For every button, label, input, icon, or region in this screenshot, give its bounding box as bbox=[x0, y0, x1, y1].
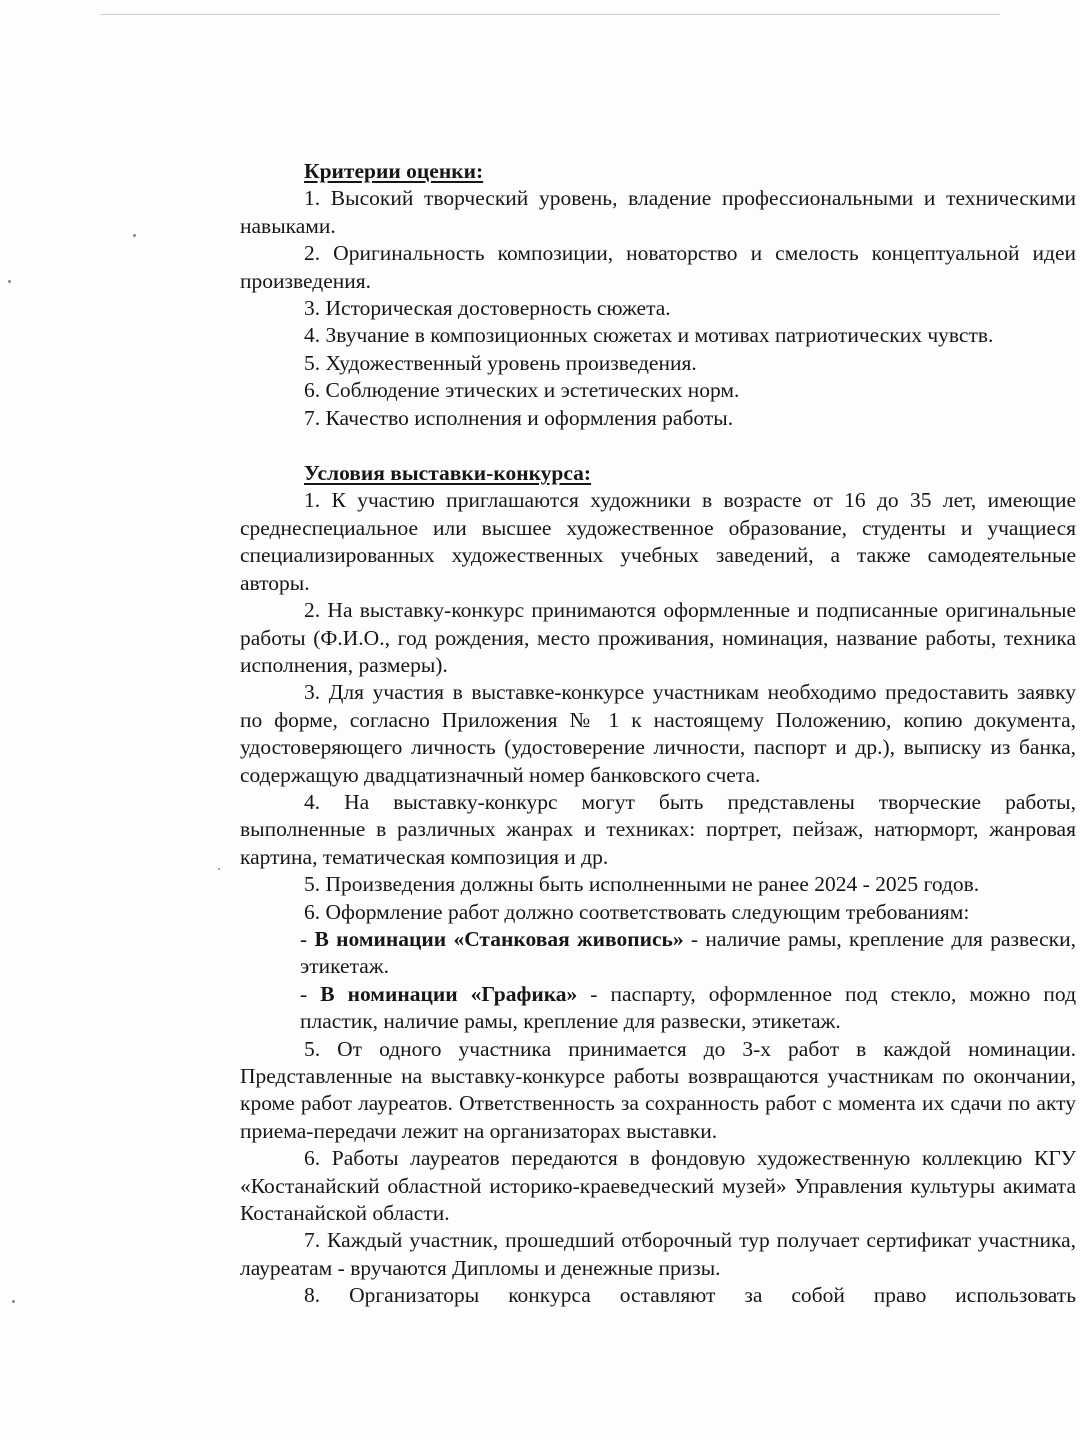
nomination-painting-title: В номинации «Станковая живопись» bbox=[314, 926, 684, 951]
criteria-item-3: 3. Историческая достоверность сюжета. bbox=[304, 296, 671, 321]
conditions-item-8: 6. Работы лауреатов передаются в фондовую художественную коллекцию КГУ «Костанайский областной историко-краеведческий музей» Управления культуры акимата Костанайской области. bbox=[240, 1146, 1076, 1226]
scan-speck bbox=[8, 280, 11, 283]
nomination-graphics-title: В номинации «Графика» bbox=[320, 981, 578, 1006]
conditions-item-4: 4. На выставку-конкурс могут быть представлены творческие работы, выполненные в различных жанрах и техниках: портрет, пейзаж, натюрморт, жанровая картина, тематическая композиция и др. bbox=[240, 789, 1076, 869]
criteria-item-6: 6. Соблюдение этических и эстетических норм. bbox=[304, 378, 740, 403]
nomination-dash: - bbox=[300, 926, 315, 951]
criteria-item-2: 2. Оригинальность композиции, новаторство и смелость концептуальной идеи произведения. bbox=[240, 241, 1076, 293]
nomination-graphics-text: - паспарту, оформленное под стекло, можно под пластик, наличие рамы, крепление для развески, этикетаж. bbox=[300, 981, 1077, 1034]
conditions-item-2: 2. На выставку-конкурс принимаются оформленные и подписанные оригинальные работы (Ф.И.О., год рождения, место проживания, номинация, название работы, техника исполнения, размеры). bbox=[240, 598, 1076, 677]
scan-speck bbox=[218, 868, 220, 870]
scan-edge-line bbox=[100, 14, 1000, 15]
scan-speck bbox=[12, 1300, 15, 1303]
conditions-item-1: 1. К участию приглашаются художники в возрасте от 16 до 35 лет, имеющие среднеспециальное или высшее художественное образование, студенты и учащиеся специализированных художественных учебных заведений, а также самодеятельные авторы. bbox=[240, 488, 1076, 595]
nomination-painting bbox=[300, 926, 1076, 981]
conditions-item-6: 6. Оформление работ должно соответствовать следующим требованиям: bbox=[304, 899, 970, 924]
criteria-item-5: 5. Художественный уровень произведения. bbox=[304, 350, 697, 375]
scan-speck bbox=[133, 234, 136, 237]
criteria-item-7: 7. Качество исполнения и оформления работы. bbox=[304, 405, 734, 430]
conditions-item-7: 5. От одного участника принимается до 3-х работ в каждой номинации. Представленные на выставку-конкурсе работы возвращаются участникам по окончании, кроме работ лауреатов. Ответственность за сохранность работ с момента их сдачи по акту приема-передачи лежит на организаторах выставки. bbox=[240, 1036, 1076, 1143]
nomination-dash: - bbox=[300, 981, 321, 1006]
document-body bbox=[240, 158, 1076, 1310]
nomination-painting-text: - наличие рамы, крепление для развески, этикетаж. bbox=[300, 926, 1076, 979]
conditions-item-3: 3. Для участия в выставке-конкурсе участникам необходимо предоставить заявку по форме, согласно Приложения № 1 к настоящему Положению, копию документа, удостоверяющего личность (удостоверение личности, паспорт и др.), выписку из банка, содержащую двадцатизначный номер банковского счета. bbox=[240, 680, 1076, 787]
nomination-graphics bbox=[300, 981, 1076, 1036]
conditions-heading: Условия выставки-конкурса: bbox=[304, 461, 592, 486]
conditions-item-10: 8. Организаторы конкурса оставляют за собой право использовать bbox=[304, 1283, 1076, 1308]
section-gap bbox=[240, 432, 1076, 460]
criteria-item-1: 1. Высокий творческий уровень, владение профессиональными и техническими навыками. bbox=[240, 186, 1076, 238]
conditions-item-9: 7. Каждый участник, прошедший отборочный тур получает сертификат участника, лауреатам - вручаются Дипломы и денежные призы. bbox=[240, 1228, 1076, 1280]
criteria-heading: Критерии оценки: bbox=[304, 159, 484, 183]
conditions-item-5: 5. Произведения должны быть исполненными не ранее 2024 - 2025 годов. bbox=[304, 872, 980, 897]
criteria-item-4: 4. Звучание в композиционных сюжетах и мотивах патриотических чувств. bbox=[304, 323, 994, 348]
